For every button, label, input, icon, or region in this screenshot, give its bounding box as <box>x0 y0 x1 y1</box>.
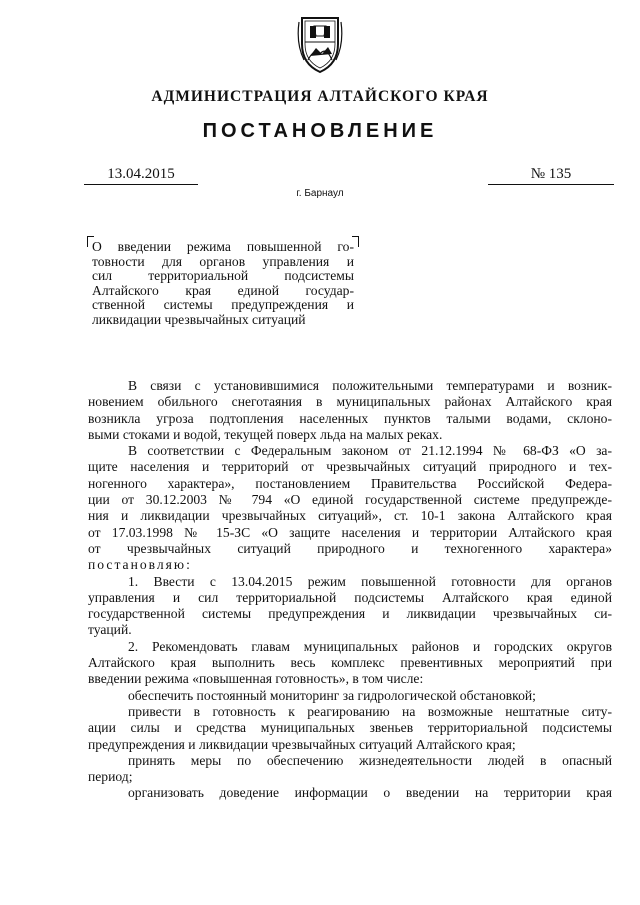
document-number: № 135 <box>488 166 614 185</box>
subject-line: О введении режима повышенной го- <box>92 239 354 254</box>
coat-of-arms-emblem <box>296 14 344 74</box>
body-line: ции от 30.12.2003 № 794 «О единой государственной системе предупрежде- <box>88 492 612 508</box>
body-line: В соответствии с Федеральным законом от 21.12.1994 № 68-ФЗ «О за- <box>128 443 612 459</box>
document-body <box>88 378 612 802</box>
document-subject <box>92 240 354 328</box>
body-line: щите населения и территорий от чрезвычайных ситуаций природного и тех- <box>88 459 612 475</box>
body-line: Алтайского края выполнить весь комплекс превентивных мероприятий при <box>88 655 612 671</box>
subject-line: ственной системы предупреждения и <box>92 297 354 313</box>
subject-line: ликвидации чрезвычайных ситуаций <box>92 311 306 327</box>
body-line-resolution-verb: постановляю: <box>88 557 192 573</box>
body-line: В связи с установившимися положительными температурами и возник- <box>128 378 612 393</box>
subject-line: товности для органов управления и <box>92 253 354 269</box>
body-line: ации силы и средства муниципальных звеньев территориальной подсистемы <box>88 720 612 736</box>
body-line: ния и ликвидации чрезвычайных ситуаций», ст. 10-1 закона Алтайского края <box>88 508 612 524</box>
body-line: введении режима «повышенная готовность», в том числе: <box>88 671 424 687</box>
body-line: управления и сил территориальной подсистемы Алтайского края единой <box>88 589 612 605</box>
document-date: 13.04.2015 <box>84 166 198 185</box>
body-line: 2. Рекомендовать главам муниципальных районов и городских округов <box>128 638 612 654</box>
body-line: ногенного характера», постановлением Правительства Российской Федера- <box>88 475 612 491</box>
body-line: привести в готовность к реагированию на возможные нештатные ситу- <box>128 703 612 719</box>
body-line: 1. Ввести с 13.04.2015 режим повышенной готовности для органов <box>128 573 612 589</box>
body-line: от чрезвычайных ситуаций природного и техногенного характера» <box>88 540 612 556</box>
city-label: г. Барнаул <box>296 188 344 199</box>
body-line: период; <box>88 769 133 785</box>
body-line: туаций. <box>88 622 132 638</box>
body-line: государственной системы предупреждения и ликвидации чрезвычайных си- <box>88 606 612 622</box>
body-line: принять меры по обеспечению жизнедеятельности людей в опасный <box>128 752 612 768</box>
subject-line: сил территориальной подсистемы <box>92 268 354 284</box>
body-line: предупреждения и ликвидации чрезвычайных ситуаций Алтайского края; <box>88 736 516 752</box>
organization-name: АДМИНИСТРАЦИЯ АЛТАЙСКОГО КРАЯ <box>151 88 489 105</box>
document-type: ПОСТАНОВЛЕНИЕ <box>202 120 438 142</box>
subject-line: Алтайского края единой государ- <box>92 282 354 298</box>
body-line: от 17.03.1998 № 15-ЗС «О защите населения и территории Алтайского края <box>88 524 612 540</box>
body-line: новением обильного снеготаяния в муниципальных районах Алтайского края <box>88 394 612 410</box>
body-line: выми стоками и водой, текущей поверх льда на малых реках. <box>88 426 443 442</box>
body-line: организовать доведение информации о введении на территории края <box>128 785 612 801</box>
body-line: возникла угроза подтопления населенных пунктов талыми водами, склоно- <box>88 410 612 426</box>
body-line: обеспечить постоянный мониторинг за гидрологической обстановкой; <box>128 687 536 703</box>
